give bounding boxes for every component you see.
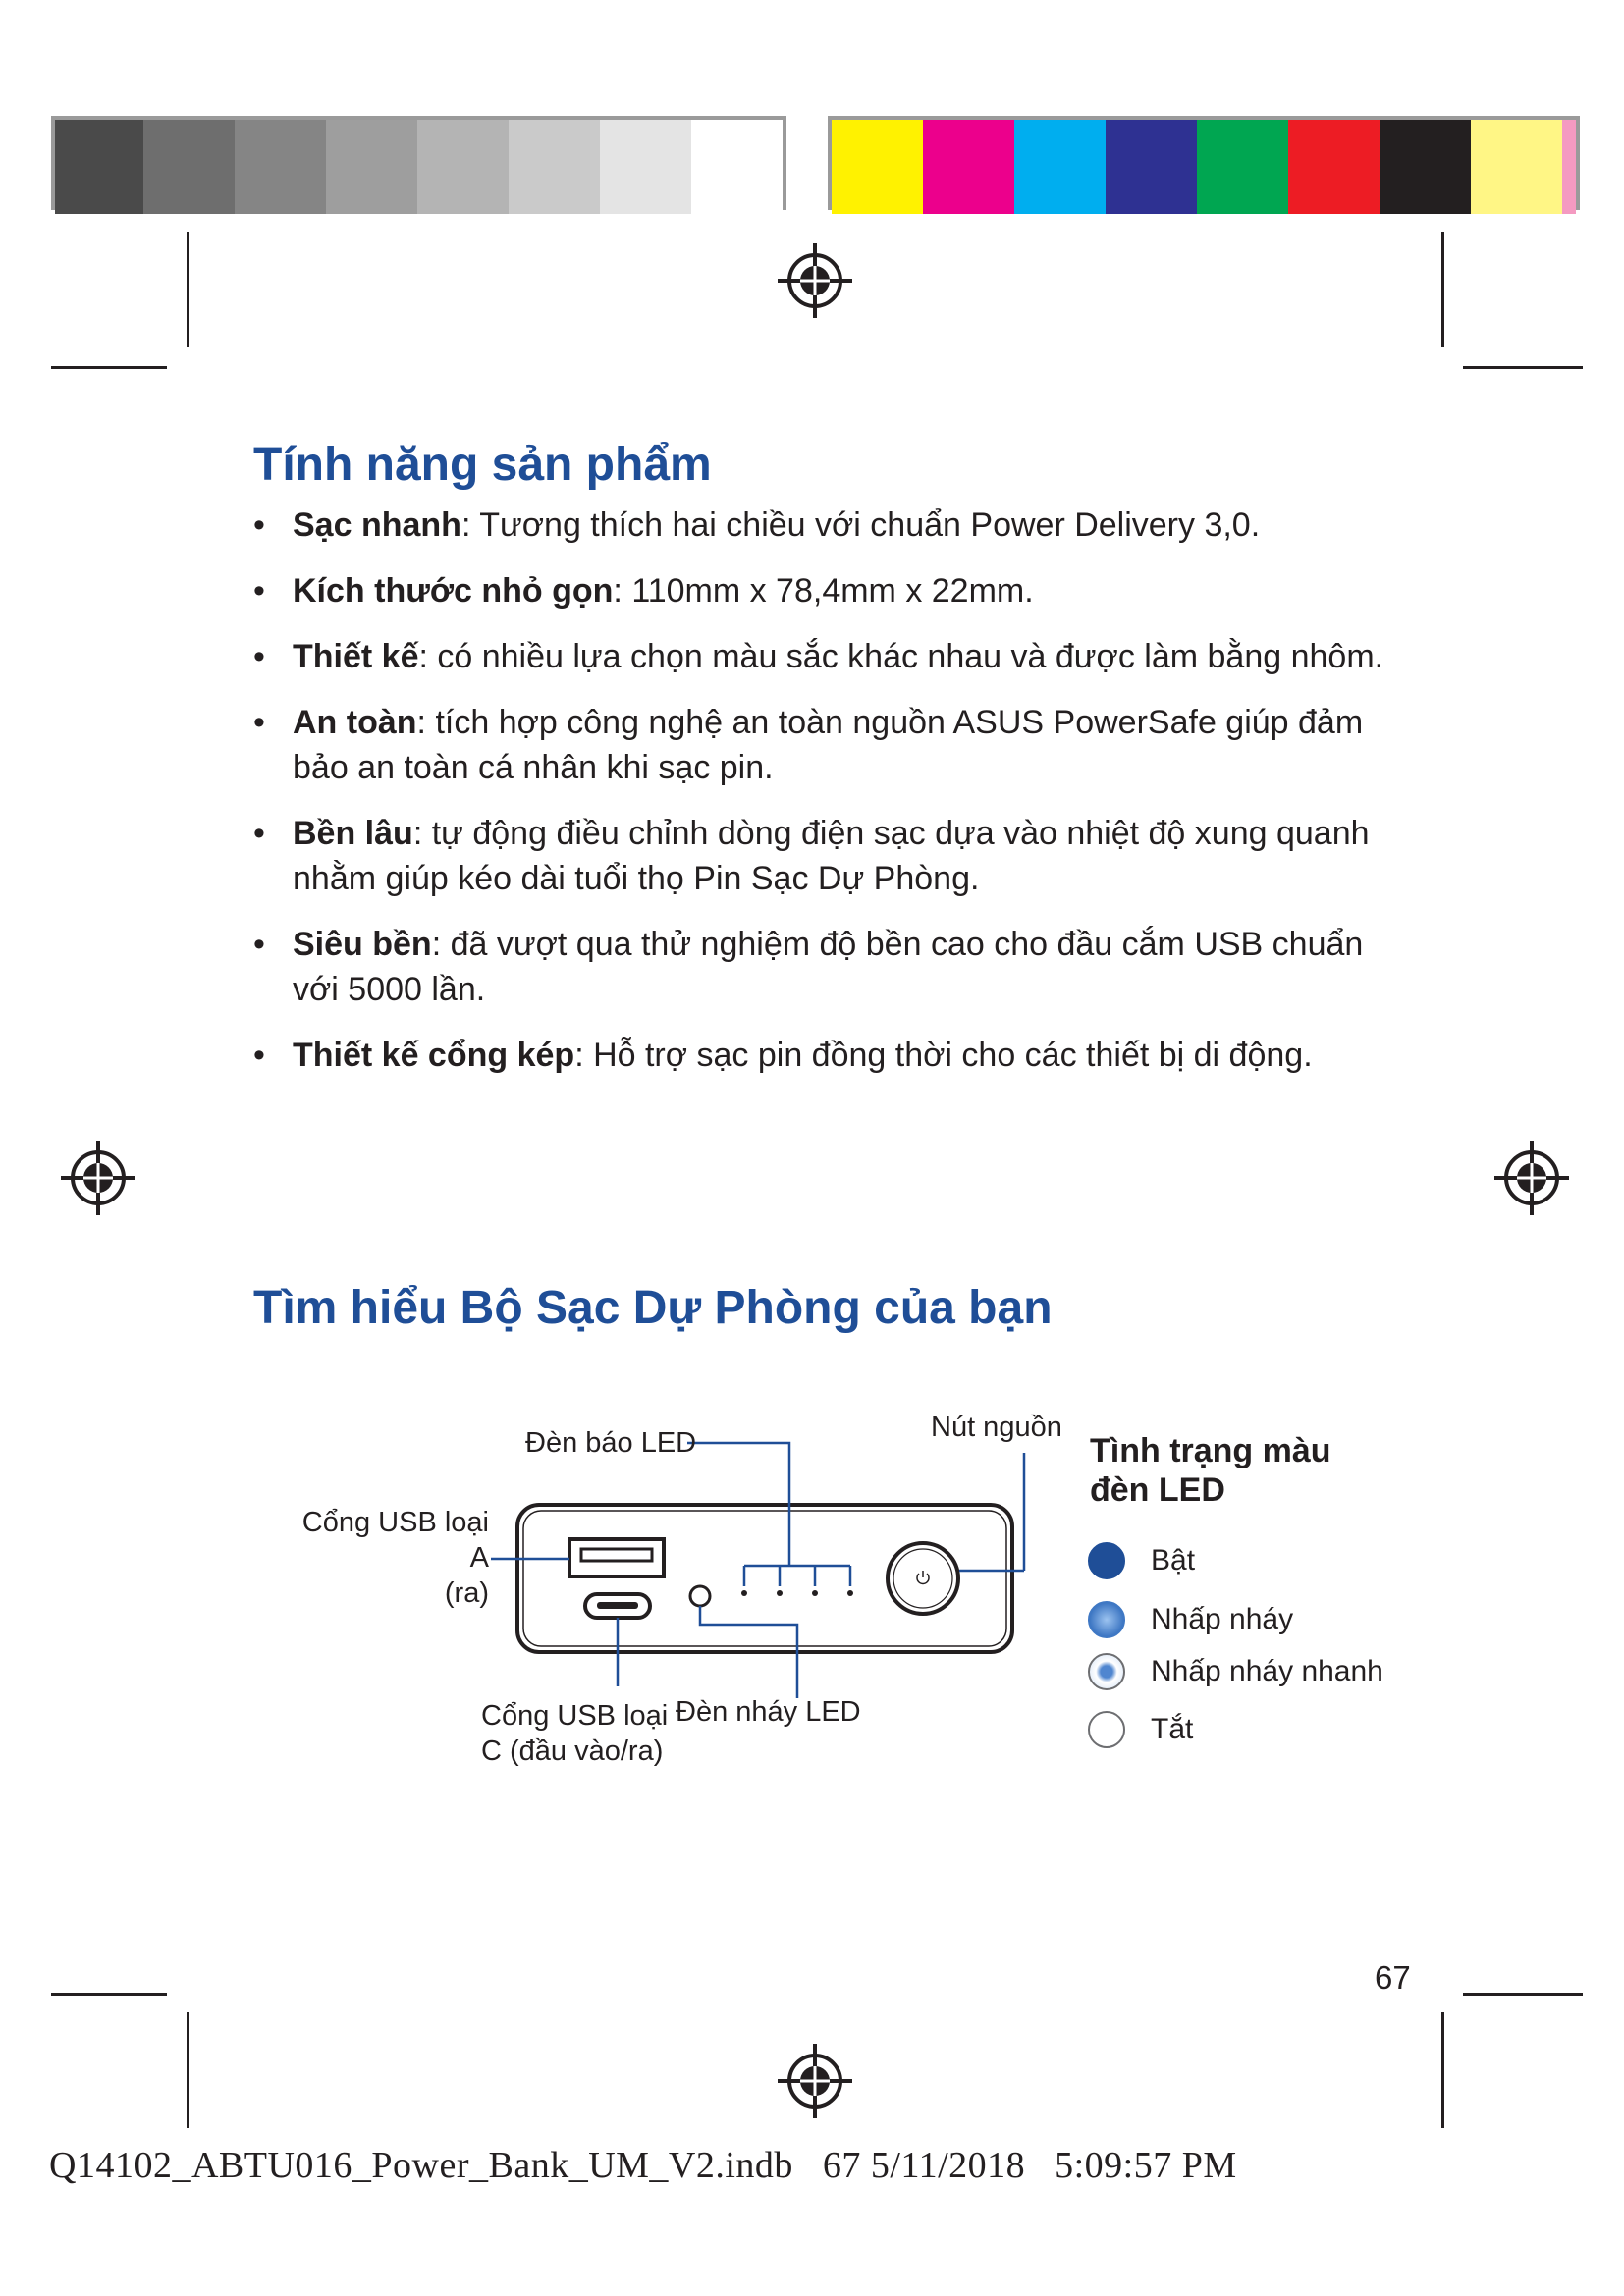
led-status-item <box>1088 1650 1383 1693</box>
led-on-icon <box>1088 1542 1125 1579</box>
usb-a-port-icon <box>569 1539 664 1576</box>
led-status-item <box>1088 1708 1193 1751</box>
led-status-label: Nhấp nháy <box>1151 1603 1294 1635</box>
led-status-title <box>1090 1431 1331 1510</box>
feature-text: : tích hợp công nghệ an toàn nguồn ASUS PowerSafe giúp đảm bảo an toàn cá nhân khi sạc pin. <box>293 704 1364 786</box>
color-swatch <box>1197 120 1288 214</box>
color-swatch <box>1380 120 1471 214</box>
gray-swatch <box>600 120 691 214</box>
usb-c-label <box>481 1698 668 1769</box>
usb-a-label <box>291 1505 489 1611</box>
crop-mark <box>1463 1993 1583 1996</box>
list-item <box>253 503 1412 548</box>
usb-a-label-line: (ra) <box>444 1577 489 1609</box>
crop-mark <box>51 1993 167 1996</box>
led-status-item <box>1088 1598 1293 1641</box>
registration-mark-icon <box>59 1139 137 1217</box>
feature-term: Thiết kế cổng kép <box>293 1037 575 1074</box>
power-button-icon <box>888 1543 958 1614</box>
color-swatch <box>1562 120 1576 214</box>
led-status-label: Bật <box>1151 1544 1196 1576</box>
color-swatch <box>1014 120 1106 214</box>
gray-swatch <box>143 120 235 214</box>
crop-mark <box>51 366 167 369</box>
usb-a-label-line: Cổng USB loại A <box>301 1507 489 1574</box>
flash-led-label: Đèn nháy LED <box>676 1696 861 1728</box>
print-footer: Q14102_ABTU016_Power_Bank_UM_V2.indb 67 5/11/2018 5:09:57 PM <box>49 2145 1237 2186</box>
led-dot-icon <box>847 1590 853 1596</box>
led-indicator-label: Đèn báo LED <box>525 1427 697 1459</box>
features-list <box>253 503 1412 1098</box>
registration-mark-icon <box>776 2042 854 2120</box>
feature-term: Sạc nhanh <box>293 507 461 544</box>
feature-term: Thiết kế <box>293 638 419 675</box>
led-status-title-line: đèn LED <box>1090 1471 1225 1509</box>
feature-text: : Tương thích hai chiều với chuẩn Power Delivery 3,0. <box>460 507 1261 544</box>
gray-swatch <box>326 120 417 214</box>
power-button-label: Nút nguồn <box>931 1412 1062 1443</box>
feature-text: : đã vượt qua thử nghiệm độ bền cao cho đầu cắm USB chuẩn với 5000 lần. <box>293 926 1364 1008</box>
color-swatch <box>1106 120 1197 214</box>
list-item <box>253 700 1412 790</box>
feature-text: : Hỗ trợ sạc pin đồng thời cho các thiết bị di động. <box>574 1037 1313 1074</box>
gray-swatch <box>235 120 326 214</box>
overview-heading: Tìm hiểu Bộ Sạc Dự Phòng của bạn <box>253 1282 1053 1334</box>
feature-text: : tự động điều chỉnh dòng điện sạc dựa vào nhiệt độ xung quanh nhằm giúp kéo dài tuổi thọ Pin Sạc Dự Phòng. <box>293 815 1370 897</box>
crop-mark <box>1441 2012 1444 2128</box>
crop-mark <box>187 2012 189 2128</box>
color-calibration-bar <box>828 116 1580 210</box>
led-fast-blink-icon <box>1088 1653 1125 1690</box>
led-status-label: Nhấp nháy nhanh <box>1151 1655 1383 1687</box>
features-heading: Tính năng sản phẩm <box>253 439 712 491</box>
feature-term: Siêu bền <box>293 926 432 963</box>
page-number: 67 <box>1375 1959 1411 1996</box>
registration-mark-icon <box>1492 1139 1571 1217</box>
list-item <box>253 922 1412 1012</box>
led-dot-icon <box>812 1590 818 1596</box>
registration-mark-icon <box>776 241 854 320</box>
feature-text: : có nhiều lựa chọn màu sắc khác nhau và được làm bằng nhôm. <box>418 638 1384 675</box>
feature-text: : 110mm x 78,4mm x 22mm. <box>613 572 1034 610</box>
crop-mark <box>1463 366 1583 369</box>
gray-swatch <box>417 120 509 214</box>
list-item <box>253 634 1412 679</box>
feature-term: Bền lâu <box>293 815 413 852</box>
usb-c-label-line: C (đầu vào/ra) <box>481 1735 664 1767</box>
crop-mark <box>187 232 189 347</box>
gray-swatch <box>509 120 600 214</box>
led-status-title-line: Tình trạng màu <box>1090 1432 1331 1469</box>
led-off-icon <box>1088 1711 1125 1748</box>
list-item <box>253 811 1412 901</box>
led-status-label: Tắt <box>1151 1713 1194 1745</box>
color-swatch <box>832 120 923 214</box>
color-swatch <box>1288 120 1380 214</box>
color-swatch <box>1471 120 1562 214</box>
color-swatch <box>923 120 1014 214</box>
grayscale-calibration-bar <box>51 116 786 210</box>
gray-swatch <box>691 120 783 214</box>
led-dot-icon <box>777 1590 783 1596</box>
feature-term: Kích thước nhỏ gọn <box>293 572 614 610</box>
led-status-item <box>1088 1539 1195 1582</box>
gray-swatch <box>55 120 143 214</box>
feature-term: An toàn <box>293 704 417 741</box>
usb-c-label-line: Cổng USB loại <box>481 1700 669 1732</box>
led-dot-icon <box>741 1590 747 1596</box>
led-blink-icon <box>1088 1601 1125 1638</box>
list-item <box>253 568 1412 614</box>
flash-led-icon <box>690 1586 710 1606</box>
list-item <box>253 1033 1412 1078</box>
crop-mark <box>1441 232 1444 347</box>
